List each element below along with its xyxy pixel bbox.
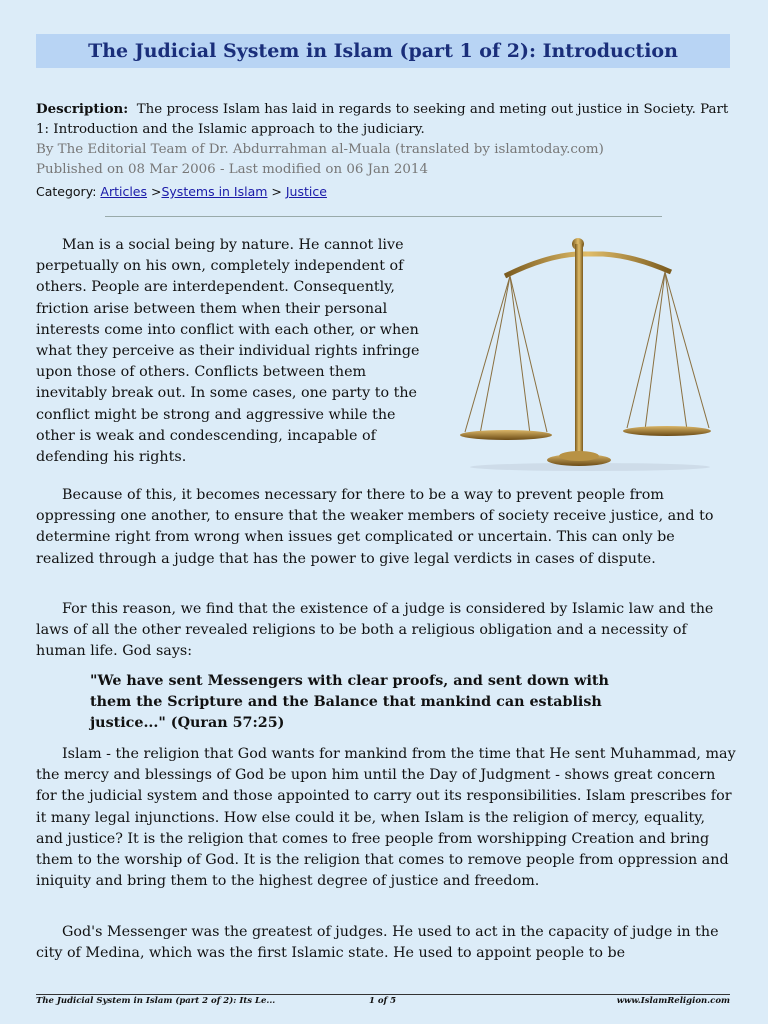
category-link-systems[interactable]: Systems in Islam	[161, 184, 268, 199]
page-footer	[36, 996, 730, 1010]
description-text: The process Islam has laid in regards to seeking and meting out justice in Society. Part 1: Introduction and the Islamic approach to the judiciary.	[36, 102, 729, 137]
description-block	[36, 99, 736, 180]
paragraph-text: Man is a social being by nature. He cannot live perpetually on his own, completely independent of others. People are interdependent. Consequently, friction arise between them when their personal interests come into conflict with each other, or when what they perceive as their individual rights infringe upon those of others. Conflicts between them inevitably break out. In some cases, one party to the conflict might be strong and aggressive while the other is weak and condescending, incapable of defending his rights.	[36, 237, 420, 466]
divider	[105, 216, 662, 217]
quran-quote: "We have sent Messengers with clear proofs, and sent down with them the Scripture and the Balance that mankind can establish justice..." (Quran 57:25)	[90, 673, 609, 732]
paragraph	[36, 235, 436, 468]
breadcrumb-separator: >	[267, 184, 286, 199]
page-title: The Judicial System in Islam (part 1 of 2): Introduction	[88, 40, 678, 62]
category-link-articles[interactable]: Articles	[100, 184, 148, 199]
page-number: 1 of 5	[369, 996, 397, 1006]
footer-divider	[36, 994, 730, 995]
breadcrumb-separator: >	[147, 184, 162, 199]
paragraph-text: Because of this, it becomes necessary for there to be a way to prevent people from oppressing one another, to ensure that the weaker members of society receive justice, and to determine right from wrong when issues get complicated or uncertain. This can only be realized through a judge that has the power to give legal verdicts in cases of dispute.	[36, 487, 714, 567]
footer-article-title: The Judicial System in Islam (part 2 of 2): Its Le...	[36, 996, 276, 1006]
byline: By The Editorial Team of Dr. Abdurrahman al-Muala (translated by islamtoday.com)	[36, 142, 604, 157]
title-bar	[36, 34, 730, 68]
paragraph	[36, 485, 736, 570]
paragraph-text: God's Messenger was the greatest of judges. He used to act in the capacity of judge in the city of Medina, which was the first Islamic state. He used to appoint people to be	[36, 924, 719, 962]
paragraph-text: Islam - the religion that God wants for mankind from the time that He sent Muhammad, may the mercy and blessings of God be upon him until the Day of Judgment - shows great concern for the judicial system and those appointed to carry out its responsibilities. Islam prescribes for it many legal injunctions. How else could it be, when Islam is the religion of mercy, equality, and justice? It is the religion that comes to free people from worshipping Creation and bring them to the worship of God. It is the religion that comes to remove people from oppression and iniquity and bring them to the highest degree of justice and freedom.	[36, 746, 736, 890]
scales-of-justice-image	[455, 236, 725, 472]
paragraph	[36, 599, 736, 663]
paragraph	[36, 744, 736, 892]
description-label: Description:	[36, 101, 129, 117]
footer-site: www.IslamReligion.com	[616, 996, 730, 1006]
published-date: Published on 08 Mar 2006 - Last modified on 06 Jan 2014	[36, 162, 428, 177]
category-breadcrumb	[36, 184, 327, 199]
category-link-justice[interactable]: Justice	[285, 184, 327, 199]
paragraph	[36, 922, 736, 964]
category-label: Category:	[36, 184, 97, 199]
paragraph-text: For this reason, we find that the existence of a judge is considered by Islamic law and the laws of all the other revealed religions to be both a religious obligation and a necessity of human life. God says:	[36, 601, 714, 660]
